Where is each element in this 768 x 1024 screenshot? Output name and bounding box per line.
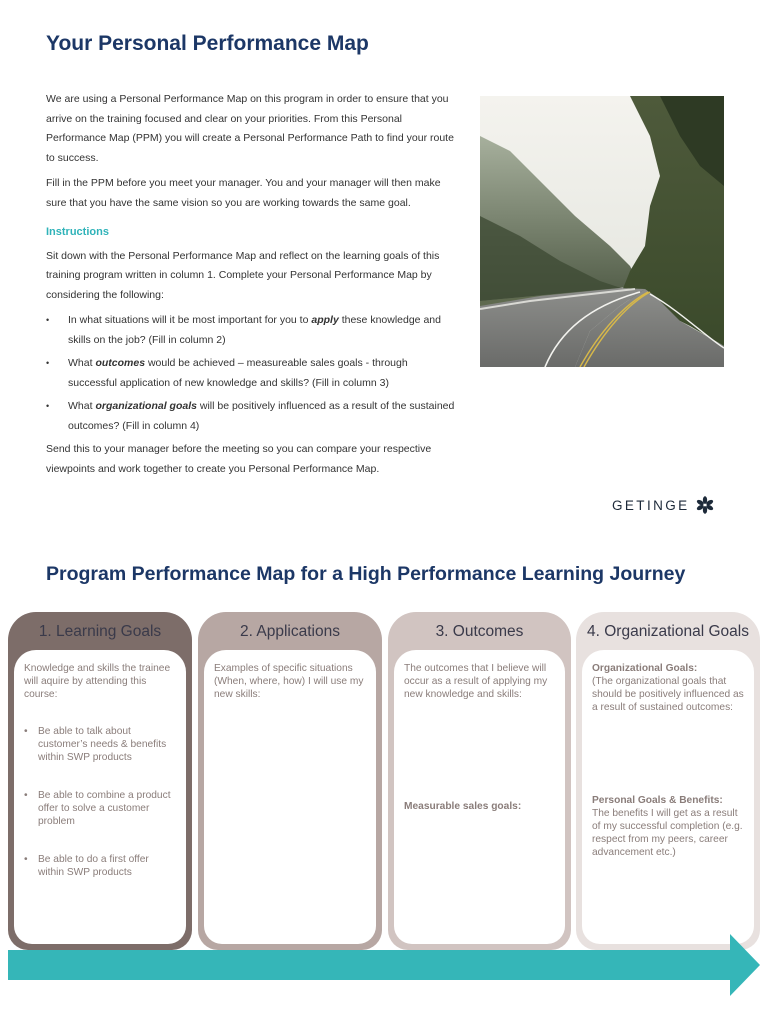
list-item: • Be able to talk about customer’s needs & benefits within SWP products <box>24 725 176 764</box>
personal-goals-block <box>592 794 746 859</box>
bullet-emphasis: outcomes <box>95 357 146 369</box>
bullet-text: these knowledge and skills on the job? (Fill in column 2) <box>68 314 441 346</box>
asterisk-logo-icon <box>696 496 714 514</box>
journey-arrow-icon <box>8 934 760 996</box>
road-photo <box>480 96 724 367</box>
sales-goals-label: Measurable sales goals: <box>404 801 522 812</box>
road-landscape-image <box>480 96 724 367</box>
column-organizational-goals <box>576 612 760 950</box>
column-intro: The outcomes that I believe will occur as a result of applying my new knowledge and skills: <box>404 663 548 700</box>
closing-paragraph: Send this to your manager before the meeting so you can compare your respective viewpoints and work together to create you Personal Performance Map. <box>46 443 432 475</box>
column-body[interactable] <box>204 650 376 944</box>
learning-goals-list <box>24 725 176 879</box>
getinge-logo <box>612 496 714 514</box>
intro-section <box>46 90 458 485</box>
column-applications <box>198 612 382 950</box>
column-heading: 3. Outcomes <box>435 623 524 640</box>
column-heading: 4. Organizational Goals <box>587 623 749 640</box>
instructions-paragraph: Sit down with the Personal Performance Map and reflect on the learning goals of this training program written in column 1. Complete your Personal Performance Map by considering the following: <box>46 249 440 301</box>
column-outcomes <box>388 612 571 950</box>
column-learning-goals <box>8 612 192 950</box>
list-item: • Be able to do a first offer within SWP products <box>24 853 176 879</box>
bullet-emphasis: organizational goals <box>95 400 197 412</box>
bullet-text: In what situations will it be most important for you to <box>68 314 312 326</box>
column-heading: 1. Learning Goals <box>38 623 162 640</box>
bullet-text: What <box>68 357 96 369</box>
intro-paragraph-2: Fill in the PPM before you meet your manager. You and your manager will then make sure that you have the same vision so you are working towards the same goal. <box>46 177 441 209</box>
list-item <box>46 354 458 393</box>
intro-paragraph-1: We are using a Personal Performance Map on this program in order to ensure that you arrive on the training focused and clear on your priorities. From this Personal Performance Map (PPM) you will create a Personal Performance Path to find your route to success. <box>46 93 454 164</box>
instructions-list <box>46 311 458 436</box>
list-item <box>46 397 458 436</box>
column-body <box>14 650 186 944</box>
logo-text: GETINGE <box>612 497 690 513</box>
org-goals-label: Organizational Goals: <box>592 663 698 674</box>
column-intro: Examples of specific situations (When, where, how) I will use my new skills: <box>214 663 364 700</box>
page-title: Your Personal Performance Map <box>46 32 369 55</box>
list-item <box>46 311 458 350</box>
org-goals-text: (The organizational goals that should be positively influenced as a result of sustained outcomes: <box>592 676 744 713</box>
personal-goals-label: Personal Goals & Benefits: <box>592 795 723 806</box>
bullet-text: would be achieved – measureable sales goals - through successful application of new knowledge and skills? (Fill in column 3) <box>68 357 408 389</box>
column-body[interactable] <box>582 650 754 944</box>
bullet-text: will be positively influenced as a result of the sustained outcomes? (Fill in column 4) <box>68 400 455 432</box>
bullet-emphasis: apply <box>311 314 339 326</box>
list-item: • Be able to combine a product offer to solve a customer problem <box>24 789 176 828</box>
instructions-heading: Instructions <box>46 226 109 238</box>
section-title: Program Performance Map for a High Performance Learning Journey <box>46 563 686 585</box>
bullet-text: What <box>68 400 96 412</box>
column-intro: Knowledge and skills the trainee will aquire by attending this course: <box>24 663 171 700</box>
column-heading: 2. Applications <box>240 623 340 640</box>
personal-goals-text: The benefits I will get as a result of my successful completion (e.g. respect from my peers, career advancement etc.) <box>592 808 743 858</box>
column-body[interactable] <box>394 650 565 944</box>
